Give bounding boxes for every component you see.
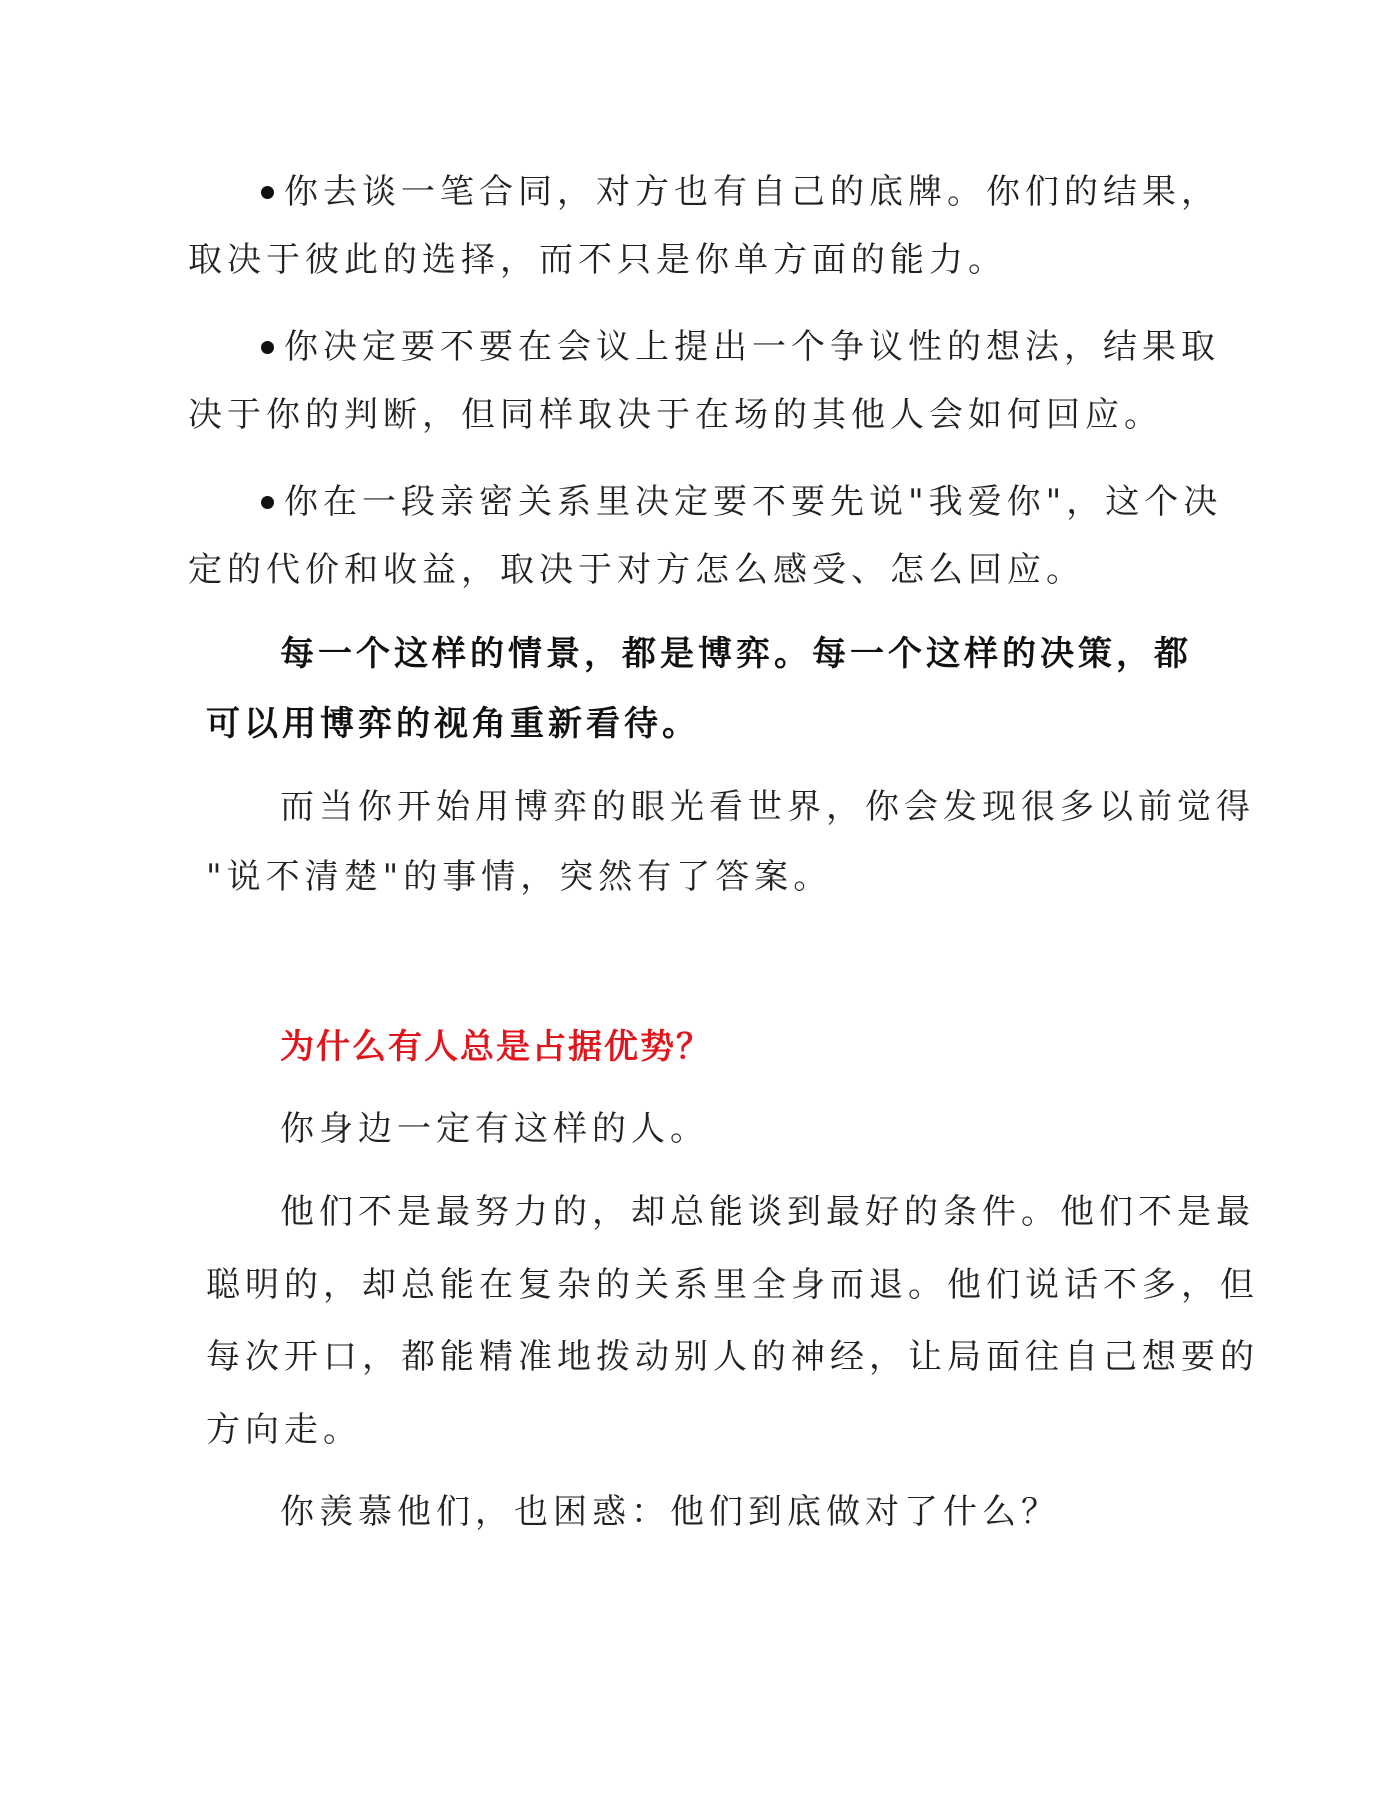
bullet-3-line-2: 定的代价和收益，取决于对方怎么感受、怎么回应。 [188, 550, 1085, 590]
bullet-1-line-2: 取决于彼此的选择，而不只是你单方面的能力。 [188, 240, 1007, 280]
emphasis-line-2: 可以用博弈的视角重新看待。 [206, 704, 700, 744]
bullet-dot-icon [261, 186, 274, 199]
emphasis-line-1: 每一个这样的情景，都是博弈。每一个这样的决策，都 [280, 634, 1192, 674]
bullet-2-line-2: 决于你的判断，但同样取决于在场的其他人会如何回应。 [188, 395, 1163, 435]
bullet-1-line-1: 你去谈一笔合同，对方也有自己的底牌。你们的结果， [284, 172, 1220, 212]
bullet-3-line-1: 你在一段亲密关系里决定要不要先说"我爱你"，这个决 [284, 482, 1223, 522]
section-paragraph-1: 你身边一定有这样的人。 [280, 1109, 709, 1149]
bullet-dot-icon [261, 341, 274, 354]
bullet-dot-icon [261, 496, 274, 509]
closing-line-2: "说不清楚"的事情，突然有了答案。 [206, 857, 833, 897]
closing-line-1: 而当你开始用博弈的眼光看世界，你会发现很多以前觉得 [280, 787, 1255, 827]
section-paragraph-2-line-1: 他们不是最努力的，却总能谈到最好的条件。他们不是最 [280, 1192, 1255, 1232]
section-paragraph-2-line-4: 方向走。 [206, 1410, 362, 1450]
section-paragraph-2-line-2: 聪明的，却总能在复杂的关系里全身而退。他们说话不多，但 [206, 1265, 1259, 1305]
section-paragraph-3: 你羡慕他们，也困惑：他们到底做对了什么？ [280, 1492, 1060, 1532]
bullet-2-line-1: 你决定要不要在会议上提出一个争议性的想法，结果取 [284, 327, 1220, 367]
section-paragraph-2-line-3: 每次开口，都能精准地拨动别人的神经，让局面往自己想要的 [206, 1337, 1259, 1377]
section-heading: 为什么有人总是占据优势？ [280, 1027, 712, 1067]
